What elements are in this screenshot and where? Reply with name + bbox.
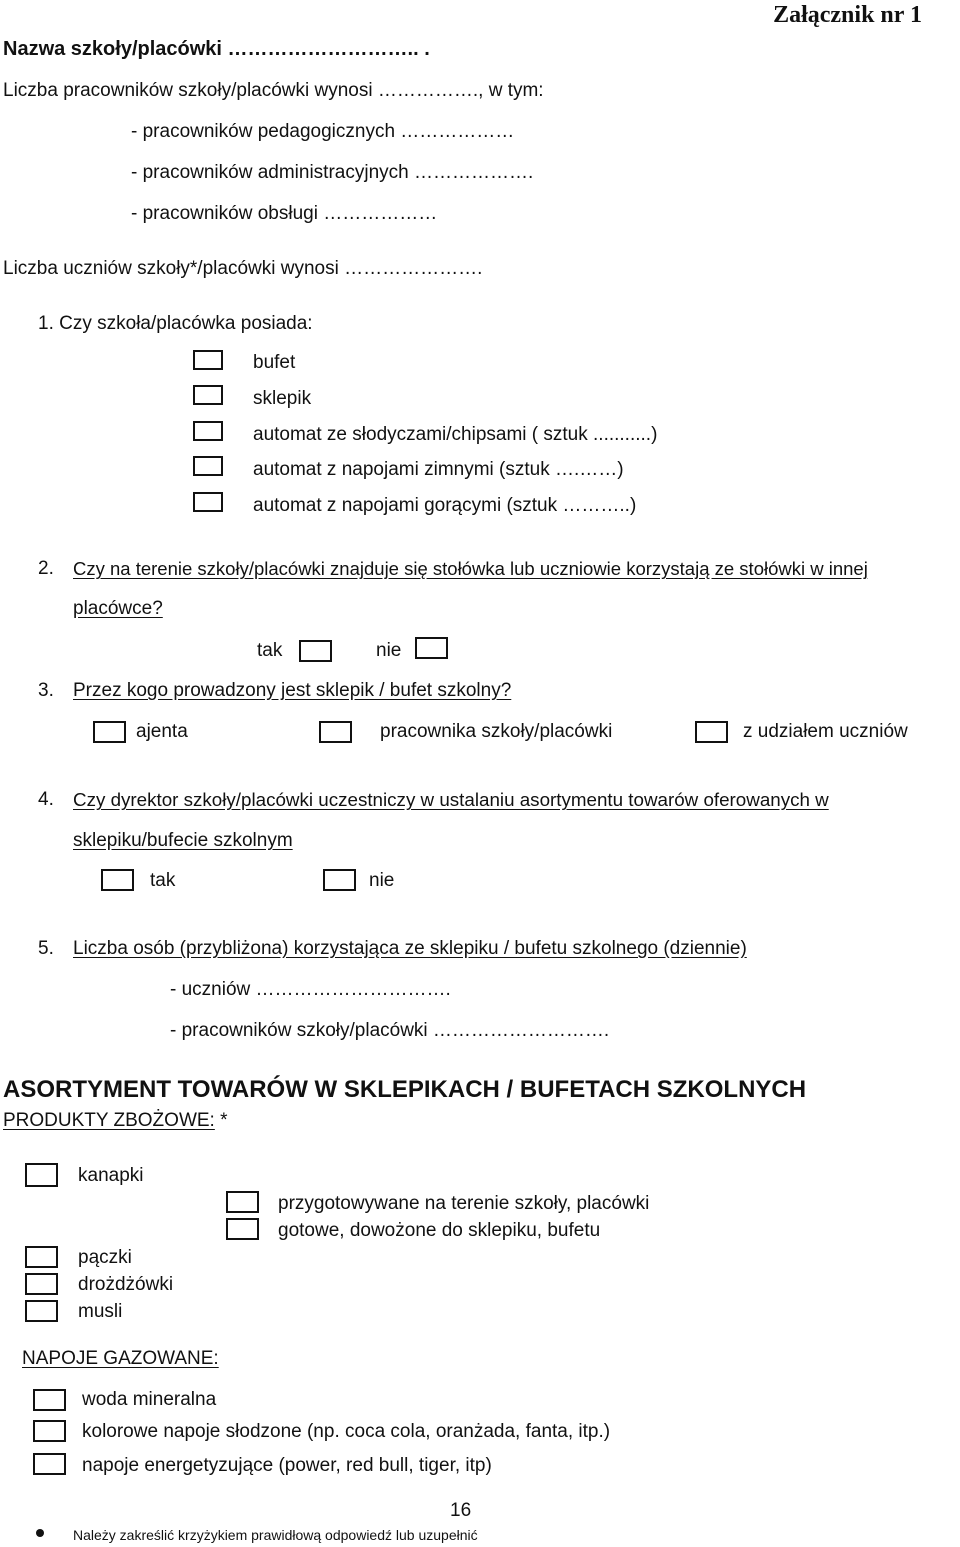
q3-checkbox-students[interactable] (695, 721, 728, 743)
soda-checkbox-energy-drinks[interactable] (33, 1453, 66, 1475)
grain-item-label: drożdżówki (78, 1274, 174, 1295)
page-number: 16 (450, 1500, 472, 1521)
soda-item-label: kolorowe napoje słodzone (np. coca cola, oranżada, fanta, itp.) (82, 1421, 611, 1442)
q2-yes-checkbox[interactable] (299, 640, 332, 662)
q3-number: 3. (38, 680, 54, 701)
grain-item-label: musli (78, 1301, 123, 1322)
bullet-icon (36, 1529, 44, 1537)
q1-checkbox-sklepik[interactable] (193, 385, 223, 405)
annex-label: Załącznik nr 1 (773, 2, 922, 28)
staff-count-field[interactable]: Liczba pracowników szkoły/placówki wynosi ……………., w tym: (3, 80, 544, 101)
q1-title: 1. Czy szkoła/placówka posiada: (38, 313, 313, 334)
q1-option-label: bufet (253, 352, 296, 373)
soda-section-title: NAPOJE GAZOWANE: (22, 1348, 219, 1369)
staff-service-field[interactable]: - pracowników obsługi ……………… (131, 203, 438, 224)
q1-checkbox-hot-drinks-machine[interactable] (193, 492, 223, 512)
q5-staff-field[interactable]: - pracowników szkoły/placówki ………………………. (170, 1020, 610, 1041)
q3-checkbox-school-employee[interactable] (319, 721, 352, 743)
q1-checkbox-cold-drinks-machine[interactable] (193, 456, 223, 476)
soda-checkbox-mineral-water[interactable] (33, 1389, 66, 1411)
sandwich-checkbox-delivered[interactable] (226, 1218, 259, 1240)
q2-no-label: nie (376, 640, 402, 661)
q2-title-cont: placówce? (73, 598, 163, 619)
assortment-heading: ASORTYMENT TOWARÓW W SKLEPIKACH / BUFETACH SZKOLNYCH (3, 1076, 807, 1103)
q3-option-label: ajenta (136, 721, 188, 742)
q1-option-label: automat z napojami gorącymi (sztuk ………..) (253, 495, 637, 516)
q2-title: Czy na terenie szkoły/placówki znajduje się stołówka lub uczniowie korzystają ze stołówki w innej (73, 558, 868, 579)
student-count-field[interactable]: Liczba uczniów szkoły*/placówki wynosi …………………. (3, 258, 483, 279)
soda-item-label: woda mineralna (82, 1389, 217, 1410)
q2-number: 2. (38, 558, 54, 579)
q1-option-label: sklepik (253, 388, 312, 409)
q1-option-label: automat z napojami zimnymi (sztuk ….……) (253, 459, 624, 480)
q3-checkbox-agent[interactable] (93, 721, 126, 743)
grain-item-label: pączki (78, 1247, 132, 1268)
grain-asterisk: * (214, 1110, 228, 1131)
grain-checkbox-sandwiches[interactable] (25, 1163, 58, 1187)
staff-admin-field[interactable]: - pracowników administracyjnych ………………. (131, 162, 534, 183)
q4-no-label: nie (369, 870, 395, 891)
q5-number: 5. (38, 938, 54, 959)
soda-item-label: napoje energetyzujące (power, red bull, tiger, itp) (82, 1455, 492, 1476)
grain-checkbox-donuts[interactable] (25, 1246, 58, 1268)
sandwich-option-label: przygotowywane na terenie szkoły, placówki (278, 1193, 650, 1214)
q1-checkbox-sweets-machine[interactable] (193, 421, 223, 441)
grain-checkbox-sweet-rolls[interactable] (25, 1273, 58, 1295)
q3-option-label: pracownika szkoły/placówki (380, 721, 613, 742)
grain-item-label: kanapki (78, 1165, 144, 1186)
q5-students-field[interactable]: - uczniów …………………………. (170, 979, 451, 1000)
q3-title: Przez kogo prowadzony jest sklepik / bufet szkolny? (73, 680, 512, 701)
q4-number: 4. (38, 789, 54, 810)
grain-checkbox-muesli[interactable] (25, 1300, 58, 1322)
q5-title: Liczba osób (przybliżona) korzystająca ze sklepiku / bufetu szkolnego (dziennie) (73, 938, 747, 959)
school-name-field[interactable]: Nazwa szkoły/placówki ……………………….. . (3, 38, 430, 60)
sandwich-checkbox-prepared-onsite[interactable] (226, 1191, 259, 1213)
q3-option-label: z udziałem uczniów (743, 721, 908, 742)
staff-pedagogical-field[interactable]: - pracowników pedagogicznych ……………… (131, 121, 515, 142)
q4-no-checkbox[interactable] (323, 869, 356, 891)
q2-yes-label: tak (257, 640, 283, 661)
q4-yes-label: tak (150, 870, 176, 891)
grain-section-title: PRODUKTY ZBOŻOWE: (3, 1110, 215, 1131)
q1-option-label: automat ze słodyczami/chipsami ( sztuk ...........) (253, 424, 658, 445)
sandwich-option-label: gotowe, dowożone do sklepiku, bufetu (278, 1220, 601, 1241)
q4-title: Czy dyrektor szkoły/placówki uczestniczy w ustalaniu asortymentu towarów oferowanych w (73, 789, 829, 810)
soda-checkbox-sweet-drinks[interactable] (33, 1420, 66, 1442)
q4-title-cont: sklepiku/bufecie szkolnym (73, 830, 293, 851)
q1-checkbox-bufet[interactable] (193, 350, 223, 370)
q4-yes-checkbox[interactable] (101, 869, 134, 891)
q2-no-checkbox[interactable] (415, 637, 448, 659)
footer-note: Należy zakreślić krzyżykiem prawidłową odpowiedź lub uzupełnić (73, 1527, 478, 1543)
